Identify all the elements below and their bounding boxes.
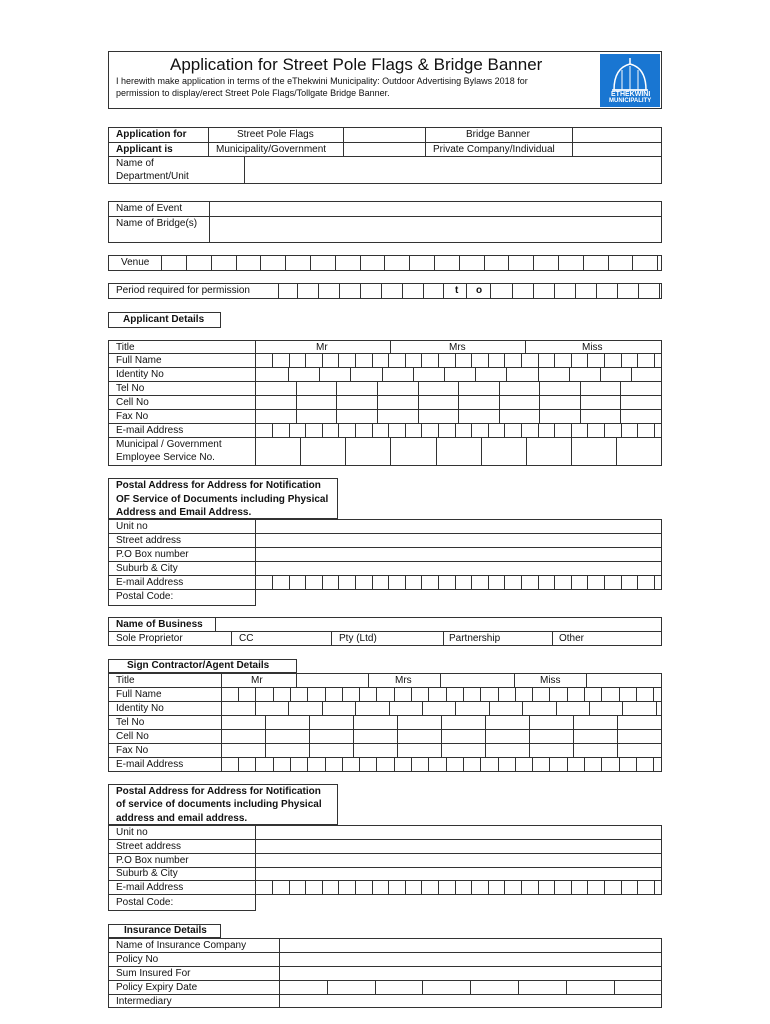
checkbox-bridge-banner[interactable]	[573, 128, 661, 141]
business-partnership[interactable]: Partnership	[449, 633, 501, 644]
business-sole-proprietor[interactable]: Sole Proprietor	[116, 633, 183, 644]
contractor-tel-label: Tel No	[116, 717, 145, 728]
insurance-expiry-input[interactable]	[280, 981, 661, 993]
contractor-fax-input[interactable]	[222, 744, 661, 756]
logo-text-line2: MUNICIPALITY	[609, 98, 652, 104]
applicant-employee-input[interactable]	[256, 438, 661, 465]
postal2-unit-label: Unit no	[116, 827, 148, 838]
intro-text-line1: I herewith make application in terms of the eThekwini Municipality: Outdoor Advertising Bylaws 2018 for	[116, 76, 528, 86]
postal1-email-label: E-mail Address	[116, 577, 184, 588]
postal2-unit-input[interactable]	[256, 826, 661, 838]
period-to-input[interactable]	[490, 284, 661, 298]
ethekwini-logo	[600, 54, 660, 107]
applicant-cell-label: Cell No	[116, 397, 149, 408]
event-name-input[interactable]	[210, 202, 661, 215]
cell-divider	[443, 283, 444, 299]
insurance-policy-label: Policy No	[116, 954, 159, 965]
option-bridge-banner[interactable]: Bridge Banner	[466, 129, 530, 140]
applicant-tel-input[interactable]	[256, 382, 661, 394]
applicant-employee-label-2: Employee Service No.	[116, 452, 215, 463]
postal2-street-label: Street address	[116, 841, 182, 852]
contractor-cell-label: Cell No	[116, 731, 149, 742]
checkbox-municipality[interactable]	[344, 143, 424, 156]
insurance-sum-label: Sum Insured For	[116, 968, 191, 979]
contractor-tel-input[interactable]	[222, 716, 661, 728]
cell-divider	[466, 283, 467, 299]
insurance-company-input[interactable]	[280, 939, 661, 951]
period-label: Period required for permission	[116, 285, 250, 296]
page-title: Application for Street Pole Flags & Bridge Banner	[170, 55, 543, 74]
postal2-heading-1: Postal Address for Address for Notification	[116, 786, 321, 797]
contractor-title-miss[interactable]: Miss	[540, 675, 561, 686]
venue-label: Venue	[121, 257, 150, 268]
postal1-suburb-label: Suburb & City	[116, 563, 178, 574]
insurance-intermediary-input[interactable]	[280, 995, 661, 1007]
applicant-identity-input[interactable]	[256, 368, 661, 380]
applicant-fullname-label: Full Name	[116, 355, 162, 366]
postal2-suburb-input[interactable]	[256, 868, 661, 879]
postal2-suburb-label: Suburb & City	[116, 868, 178, 879]
option-private-company[interactable]: Private Company/Individual	[433, 144, 555, 155]
contractor-cell-input[interactable]	[222, 730, 661, 742]
business-heading: Name of Business	[116, 619, 203, 630]
application-for-label: Application for	[116, 129, 187, 140]
insurance-expiry-label: Policy Expiry Date	[116, 982, 198, 993]
postal1-heading-1: Postal Address for Address for Notification	[116, 480, 321, 491]
option-street-pole-flags[interactable]: Street Pole Flags	[237, 129, 314, 140]
bridge-name-label: Name of Bridge(s)	[116, 218, 198, 229]
contractor-heading: Sign Contractor/Agent Details	[127, 660, 270, 671]
event-name-label: Name of Event	[116, 203, 183, 214]
contractor-identity-input[interactable]	[222, 702, 661, 714]
applicant-title-mrs[interactable]: Mrs	[449, 342, 466, 353]
postal2-email-input[interactable]	[256, 881, 661, 893]
postal2-street-input[interactable]	[256, 840, 661, 852]
postal1-heading-3: Address and Email Address.	[116, 507, 252, 518]
insurance-intermediary-label: Intermediary	[116, 996, 172, 1007]
contractor-email-label: E-mail Address	[116, 759, 184, 770]
postal1-unit-input[interactable]	[256, 520, 661, 532]
applicant-tel-label: Tel No	[116, 383, 145, 394]
intro-text-line2: permission to display/erect Street Pole Flags/Tollgate Bridge Banner.	[116, 88, 390, 98]
insurance-sum-input[interactable]	[280, 967, 661, 979]
postal2-pobox-input[interactable]	[256, 854, 661, 866]
venue-input[interactable]	[162, 256, 661, 270]
contractor-fullname-input[interactable]	[222, 688, 661, 700]
applicant-fullname-input[interactable]	[256, 354, 661, 366]
postal2-postal-label: Postal Code:	[116, 897, 174, 908]
applicant-title-miss[interactable]: Miss	[582, 342, 603, 353]
postal1-suburb-input[interactable]	[256, 562, 661, 574]
applicant-email-label: E-mail Address	[116, 425, 184, 436]
contractor-fullname-label: Full Name	[116, 689, 162, 700]
postal1-heading-2: OF Service of Documents including Physical	[116, 494, 329, 505]
checkbox-street-pole-flags[interactable]	[344, 128, 424, 141]
postal1-street-label: Street address	[116, 535, 182, 546]
applicant-title-label: Title	[116, 342, 135, 353]
postal2-pobox-label: P.O Box number	[116, 855, 189, 866]
contractor-title-mr[interactable]: Mr	[251, 675, 263, 686]
postal2-heading-3: address and email address.	[116, 813, 248, 824]
postal2-heading-2: of service of documents including Physical	[116, 799, 322, 810]
checkbox-private-company[interactable]	[573, 143, 661, 156]
bridge-name-input[interactable]	[210, 217, 661, 242]
applicant-fax-label: Fax No	[116, 411, 149, 422]
contractor-title-mrs[interactable]: Mrs	[395, 675, 412, 686]
contractor-fax-label: Fax No	[116, 745, 149, 756]
business-other[interactable]: Other	[559, 633, 585, 644]
option-municipality[interactable]: Municipality/Government	[216, 144, 327, 155]
contractor-title-label: Title	[116, 675, 135, 686]
business-name-input[interactable]	[216, 618, 661, 630]
postal2-email-label: E-mail Address	[116, 882, 184, 893]
logo-text-line1: ETHEKWINI	[611, 91, 651, 98]
department-label-1: Name of	[116, 158, 154, 169]
business-cc[interactable]: CC	[239, 633, 254, 644]
postal1-unit-label: Unit no	[116, 521, 148, 532]
postal1-street-input[interactable]	[256, 534, 661, 546]
business-pty[interactable]: Pty (Ltd)	[339, 633, 377, 644]
applicant-title-mr[interactable]: Mr	[316, 342, 328, 353]
period-t: t	[455, 285, 459, 296]
department-label-2: Department/Unit	[116, 171, 189, 182]
contractor-identity-label: Identity No	[116, 703, 164, 714]
applicant-heading: Applicant Details	[123, 314, 205, 325]
period-o: o	[476, 285, 483, 296]
postal1-pobox-label: P.O Box number	[116, 549, 189, 560]
applicant-email-input[interactable]	[256, 424, 661, 436]
insurance-company-label: Name of Insurance Company	[116, 940, 247, 951]
contractor-email-input[interactable]	[222, 758, 661, 771]
applicant-is-label: Applicant is	[116, 144, 173, 155]
applicant-employee-label-1: Municipal / Government	[116, 439, 222, 450]
postal1-email-input[interactable]	[256, 576, 661, 588]
postal1-postal-label: Postal Code:	[116, 591, 174, 602]
period-from-input[interactable]	[278, 284, 443, 298]
department-input[interactable]	[245, 157, 661, 183]
applicant-fax-input[interactable]	[256, 410, 661, 422]
postal1-pobox-input[interactable]	[256, 548, 661, 560]
insurance-policy-input[interactable]	[280, 953, 661, 965]
insurance-heading: Insurance Details	[124, 925, 207, 936]
applicant-identity-label: Identity No	[116, 369, 164, 380]
applicant-cell-input[interactable]	[256, 396, 661, 408]
